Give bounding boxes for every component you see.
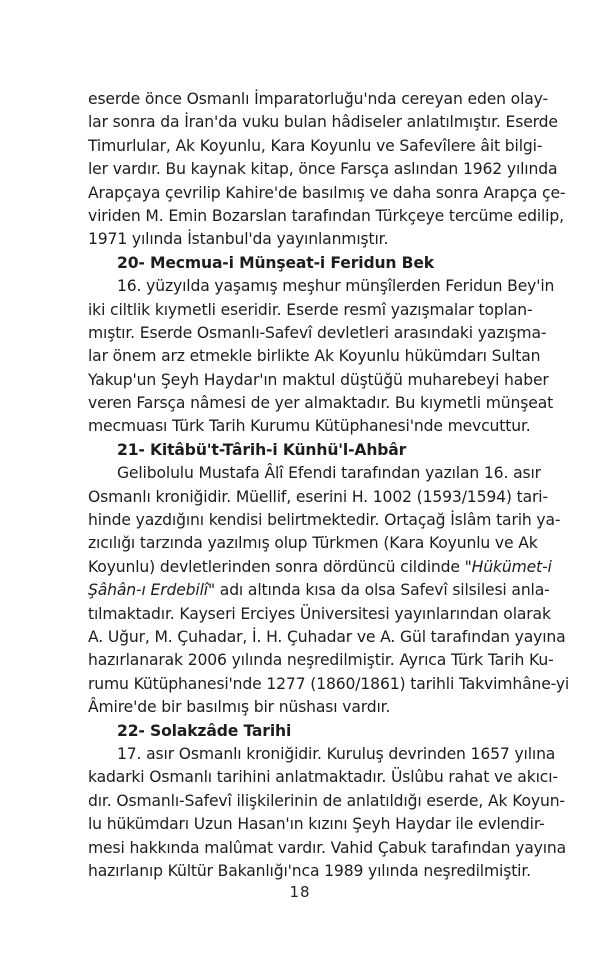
text-line: zıcılığı tarzında yazılmış olup Türkmen (Kara Koyunlu ve Ak <box>88 534 538 553</box>
section-20 <box>88 252 555 439</box>
text-line: 1971 yılında İstanbul'da yayınlanmıştır. <box>88 230 389 249</box>
section-heading: 22- Solakzâde Tarihi <box>117 721 292 740</box>
text-line: hazırlanıp Kültür Bakanlığı'nca 1989 yılında neşredilmiştir. <box>88 861 531 880</box>
section-heading: 21- Kitâbü't-Târih-i Künhü'l-Ahbâr <box>117 440 407 459</box>
section-21 <box>88 439 570 720</box>
text-line: Osmanlı kroniğidir. Müellif, eserini H. 1002 (1593/1594) tari- <box>88 487 548 506</box>
text-line: mıştır. Eserde Osmanlı-Safevî devletleri arasındaki yazışma- <box>88 323 547 342</box>
text-line: hazırlanarak 2006 yılında neşredilmiştir. Ayrıca Türk Tarih Ku- <box>88 651 554 670</box>
text-line: Timurlular, Ak Koyunlu, Kara Koyunlu ve Safevîlere âit bilgi- <box>88 136 543 155</box>
section-heading: 20- Mecmua-i Münşeat-i Feridun Bek <box>117 253 435 272</box>
text-line: kadarki Osmanlı tarihini anlatmaktadır. Üslûbu rahat ve akıcı- <box>88 768 558 787</box>
text-line: lu hükümdarı Uzun Hasan'ın kızını Şeyh Haydar ile evlendir- <box>88 815 545 834</box>
page-number: 18 <box>289 883 311 901</box>
text-line: ler vardır. Bu kaynak kitap, önce Farsça aslından 1962 yılında <box>88 160 558 179</box>
text-line: 17. asır Osmanlı kroniğidir. Kuruluş devrinden 1657 yılına <box>117 744 556 763</box>
text-line: Arapçaya çevrilip Kahire'de basılmış ve daha sonra Arapça çe- <box>88 183 566 202</box>
text-line: dır. Osmanlı-Safevî ilişkilerinin de anlatıldığı eserde, Ak Koyun- <box>88 791 565 810</box>
paragraph-continued <box>88 88 566 252</box>
text-line: Gelibolulu Mustafa Âlî Efendi tarafından yazılan 16. asır <box>117 464 541 483</box>
text-line: 16. yüzyılda yaşamış meşhur münşîlerden Feridun Bey'in <box>117 277 555 296</box>
text-line: viriden M. Emin Bozarslan tarafından Türkçeye tercüme edilip, <box>88 206 564 225</box>
text-line: eserde önce Osmanlı İmparatorluğu'nda cereyan eden olay- <box>88 90 548 108</box>
italic-book-title: Şâhân-ı Erdebilî <box>88 581 208 600</box>
text-line: lar sonra da İran'da vuku bulan hâdiseler anlatılmıştır. Eserde <box>88 113 558 132</box>
page-body <box>88 88 570 883</box>
section-22 <box>88 720 567 884</box>
text-line: tılmaktadır. Kayseri Erciyes Üniversitesi yayınlarından olarak <box>88 604 551 623</box>
text-line: Âmire'de bir basılmış bir nüshası vardır. <box>88 698 391 717</box>
text-line <box>88 556 552 579</box>
text-fragment: Koyunlu) devletlerinden sonra dördüncü cildinde " <box>88 557 472 576</box>
text-line: iki ciltlik kıymetli eseridir. Eserde resmî yazışmalar toplan- <box>88 300 533 319</box>
text-fragment: " adı altında kısa da olsa Safevî silsilesi anla- <box>207 581 550 600</box>
italic-book-title: Hükümet-i <box>471 557 552 576</box>
text-line: Yakup'un Şeyh Haydar'ın maktul düştüğü muharebeyi haber <box>88 370 549 389</box>
text-line: hinde yazdığını kendisi belirtmektedir. Ortaçağ İslâm tarih ya- <box>88 511 561 530</box>
text-line: mecmuası Türk Tarih Kurumu Kütüphanesi'nde mevcuttur. <box>88 417 531 436</box>
text-line: lar önem arz etmekle birlikte Ak Koyunlu hükümdarı Sultan <box>88 347 541 366</box>
text-line: rumu Kütüphanesi'nde 1277 (1860/1861) tarihli Takvimhâne-yi <box>88 674 570 693</box>
text-line: A. Uğur, M. Çuhadar, İ. H. Çuhadar ve A. Gül tarafından yayına <box>88 627 566 646</box>
text-line: veren Farsça nâmesi de yer almaktadır. Bu kıymetli münşeat <box>88 394 554 413</box>
text-line <box>88 579 550 602</box>
text-line: mesi hakkında malûmat vardır. Vahid Çabuk tarafından yayına <box>88 838 567 857</box>
